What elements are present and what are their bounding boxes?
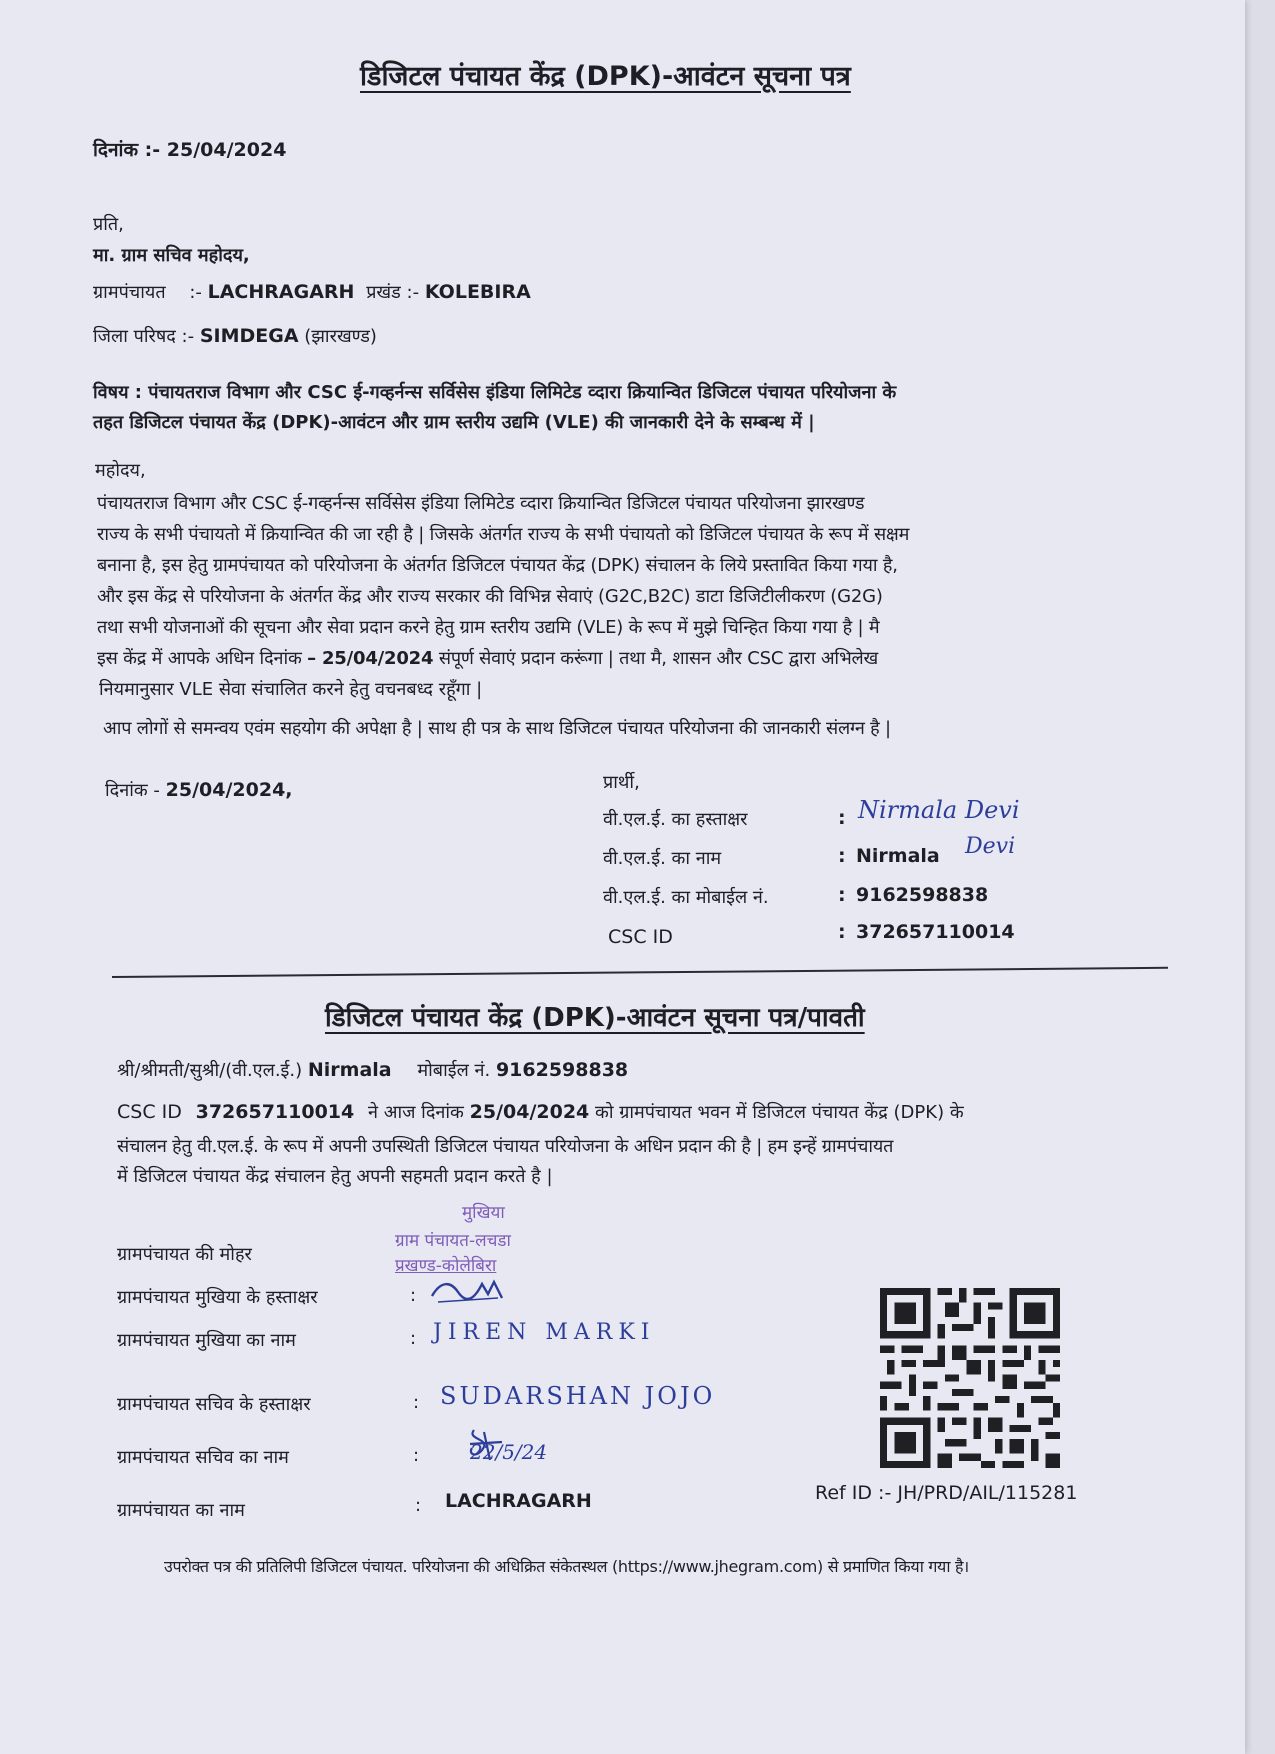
date-label: दिनांक :- bbox=[93, 139, 161, 161]
body-closing: आप लोगों से समन्वय एवंम सहयोग की अपेक्षा है | साथ ही पत्र के साथ डिजिटल पंचायत परियोजना की जानकारी संलग्न है | bbox=[103, 718, 891, 739]
vle-sign-colon: : bbox=[838, 807, 846, 829]
district-line bbox=[93, 324, 377, 348]
secretary-name-label: ग्रामपंचायत सचिव का नाम bbox=[117, 1447, 289, 1468]
district-value: SIMDEGA bbox=[199, 325, 299, 347]
vle-name-label: वी.एल.ई. का नाम bbox=[603, 848, 722, 869]
ref-id-value: JH/PRD/AIL/115281 bbox=[897, 1482, 1078, 1504]
receipt-vle-name: Nirmala bbox=[307, 1059, 392, 1081]
mukhiya-name-value: JIREN MARKI bbox=[433, 1320, 656, 1345]
receipt-mobile-value: 9162598838 bbox=[495, 1059, 629, 1081]
body-line-7: नियमानुसार VLE सेवा संचालित करने हेतु वचनबध्द रहूँगा | bbox=[99, 679, 483, 700]
secretary-sign-colon: : bbox=[413, 1392, 420, 1413]
district-state: (झारखण्ड) bbox=[304, 326, 377, 347]
vle-name-hand: Devi bbox=[965, 834, 1016, 859]
vle-name-value: Nirmala bbox=[856, 845, 940, 867]
body-line-6 bbox=[97, 646, 878, 670]
subject-line-1: विषय : पंचायतराज विभाग और CSC ई-गव्हर्नन्स सर्विसेस इंडिया लिमिटेड व्दारा क्रियान्वित डिजिटल पंचायत परियोजना के bbox=[93, 382, 897, 403]
body-line-1: पंचायतराज विभाग और CSC ई-गव्हर्नन्स सर्विसेस इंडिया लिमिटेड व्दारा क्रियान्वित डिजिटल पंचायत परियोजना झारखण्ड bbox=[97, 493, 865, 514]
receipt-date: 25/04/2024 bbox=[469, 1101, 590, 1123]
body-line-5: तथा सभी योजनाओं की सूचना और सेवा प्रदान करने हेतु ग्राम स्तरीय उद्यमि (VLE) के रूप में मुझे चिन्हित किया गया है | मै bbox=[97, 617, 880, 638]
ref-id bbox=[815, 1482, 1077, 1504]
receipt-mobile-label: मोबाईल नं. bbox=[417, 1060, 491, 1081]
vle-mobile-colon: : bbox=[838, 884, 846, 906]
block-label: प्रखंड :- bbox=[366, 282, 420, 303]
gp-label: ग्रामपंचायत bbox=[93, 282, 166, 303]
receipt-line-4: में डिजिटल पंचायत केंद्र संचालन हेतु अपनी सहमती प्रदान करते है | bbox=[117, 1166, 553, 1187]
recipient: मा. ग्राम सचिव महोदय, bbox=[93, 245, 250, 266]
salutation: महोदय, bbox=[95, 460, 146, 481]
secretary-name-colon: : bbox=[413, 1445, 420, 1466]
signoff-date-label: दिनांक - bbox=[105, 780, 160, 801]
receipt-vle-label: श्री/श्रीमती/सुश्री/(वी.एल.ई.) bbox=[117, 1060, 303, 1081]
gp-sep: :- bbox=[189, 282, 202, 303]
receipt-csc-label: CSC ID bbox=[117, 1101, 182, 1123]
body-line-3: बनाना है, इस हेतु ग्रामपंचायत को परियोजना के अंतर्गत डिजिटल पंचायत केंद्र (DPK) संचालन के लिये प्रस्तावित किया गया है, bbox=[97, 555, 898, 576]
csc-id-colon: : bbox=[838, 921, 846, 943]
secretary-sign-label: ग्रामपंचायत सचिव के हस्ताक्षर bbox=[117, 1394, 311, 1415]
receipt-line-1 bbox=[117, 1058, 628, 1082]
secretary-sign-date: 22/5/24 bbox=[470, 1440, 548, 1464]
gp-value: LACHRAGARH bbox=[207, 281, 355, 303]
receipt-csc-value: 372657110014 bbox=[195, 1101, 355, 1123]
csc-id-value: 372657110014 bbox=[856, 921, 1015, 943]
subject-line-2: तहत डिजिटल पंचायत केंद्र (DPK)-आवंटन और ग्राम स्तरीय उद्यमि (VLE) की जानकारी देने के सम्बन्ध में | bbox=[93, 412, 815, 433]
date-line bbox=[93, 136, 286, 162]
stamp-line-1: मुखिया bbox=[462, 1203, 505, 1223]
mukhiya-sign-colon: : bbox=[410, 1285, 417, 1306]
section-divider bbox=[112, 967, 1168, 978]
receipt-mid: ने आज दिनांक bbox=[368, 1102, 464, 1123]
block-value: KOLEBIRA bbox=[424, 281, 531, 303]
vle-mobile-value: 9162598838 bbox=[856, 884, 989, 906]
stamp-line-2: ग्राम पंचायत-लचडा bbox=[395, 1231, 511, 1251]
date-value: 25/04/2024 bbox=[166, 139, 287, 161]
prarthi: प्रार्थी, bbox=[603, 772, 640, 793]
body-line-6-date: – 25/04/2024 bbox=[307, 648, 434, 669]
signoff-date-value: 25/04/2024, bbox=[165, 779, 293, 801]
gp-line bbox=[93, 280, 531, 304]
receipt-line-3: संचालन हेतु वी.एल.ई. के रूप में अपनी उपस्थिती डिजिटल पंचायत परियोजना के अधिन प्रदान की है | हम इन्हें ग्रामपंचायत bbox=[117, 1136, 894, 1157]
vle-sign-label: वी.एल.ई. का हस्ताक्षर bbox=[603, 809, 748, 830]
signoff-date bbox=[105, 778, 293, 802]
gp-name-label: ग्रामपंचायत का नाम bbox=[117, 1500, 245, 1521]
mukhiya-name-label: ग्रामपंचायत मुखिया का नाम bbox=[117, 1330, 296, 1351]
page-title: डिजिटल पंचायत केंद्र (DPK)-आवंटन सूचना पत्र bbox=[360, 61, 851, 92]
district-label: जिला परिषद :- bbox=[93, 326, 195, 347]
stamp-line-3: प्रखण्ड-कोलेबिरा bbox=[395, 1256, 497, 1276]
secretary-sign-value: SUDARSHAN JOJO bbox=[440, 1382, 716, 1410]
gp-name-value: LACHRAGARH bbox=[445, 1490, 592, 1512]
body-line-6-pre: इस केंद्र में आपके अधिन दिनांक bbox=[97, 648, 302, 669]
qr-code-icon bbox=[880, 1288, 1060, 1468]
csc-id-label: CSC ID bbox=[608, 926, 673, 948]
mukhiya-name-colon: : bbox=[410, 1328, 417, 1349]
vle-signature: Nirmala Devi bbox=[858, 796, 1020, 824]
footer-note: उपरोक्त पत्र की प्रतिलिपी डिजिटल पंचायत. परियोजना की अधिक्रित संकेतस्थल (https://www.jhegram.com) से प्रमाणित किया गया है। bbox=[164, 1557, 969, 1576]
body-line-6-post: संपूर्ण सेवाएं प्रदान करूंगा | तथा मै, शासन और CSC द्वारा अभिलेख bbox=[438, 648, 879, 669]
gp-name-colon: : bbox=[415, 1495, 422, 1516]
body-line-4: और इस केंद्र से परियोजना के अंतर्गत केंद्र और राज्य सरकार की विभिन्न सेवाएं (G2C,B2C) डाटा डिजिटीलीकरण (G2G) bbox=[97, 586, 883, 607]
vle-name-colon: : bbox=[838, 845, 846, 867]
body-line-2: राज्य के सभी पंचायतो में क्रियान्वित की जा रही है | जिसके अंतर्गत राज्य के सभी पंचायतो को डिजिटल पंचायत के रूप में सक्षम bbox=[97, 524, 910, 545]
receipt-title: डिजिटल पंचायत केंद्र (DPK)-आवंटन सूचना पत्र/पावती bbox=[325, 1003, 865, 1033]
ref-id-label: Ref ID :- bbox=[815, 1482, 892, 1504]
mukhiya-signature-icon bbox=[428, 1272, 518, 1308]
gp-seal-label: ग्रामपंचायत की मोहर bbox=[117, 1244, 252, 1265]
prati: प्रति, bbox=[93, 214, 124, 235]
receipt-line-2 bbox=[117, 1100, 964, 1124]
secretary-signature-icon bbox=[462, 1424, 522, 1464]
vle-mobile-label: वी.एल.ई. का मोबाईल नं. bbox=[603, 887, 769, 908]
mukhiya-sign-label: ग्रामपंचायत मुखिया के हस्ताक्षर bbox=[117, 1287, 318, 1308]
receipt-post: को ग्रामपंचायत भवन में डिजिटल पंचायत केंद्र (DPK) के bbox=[595, 1102, 964, 1123]
